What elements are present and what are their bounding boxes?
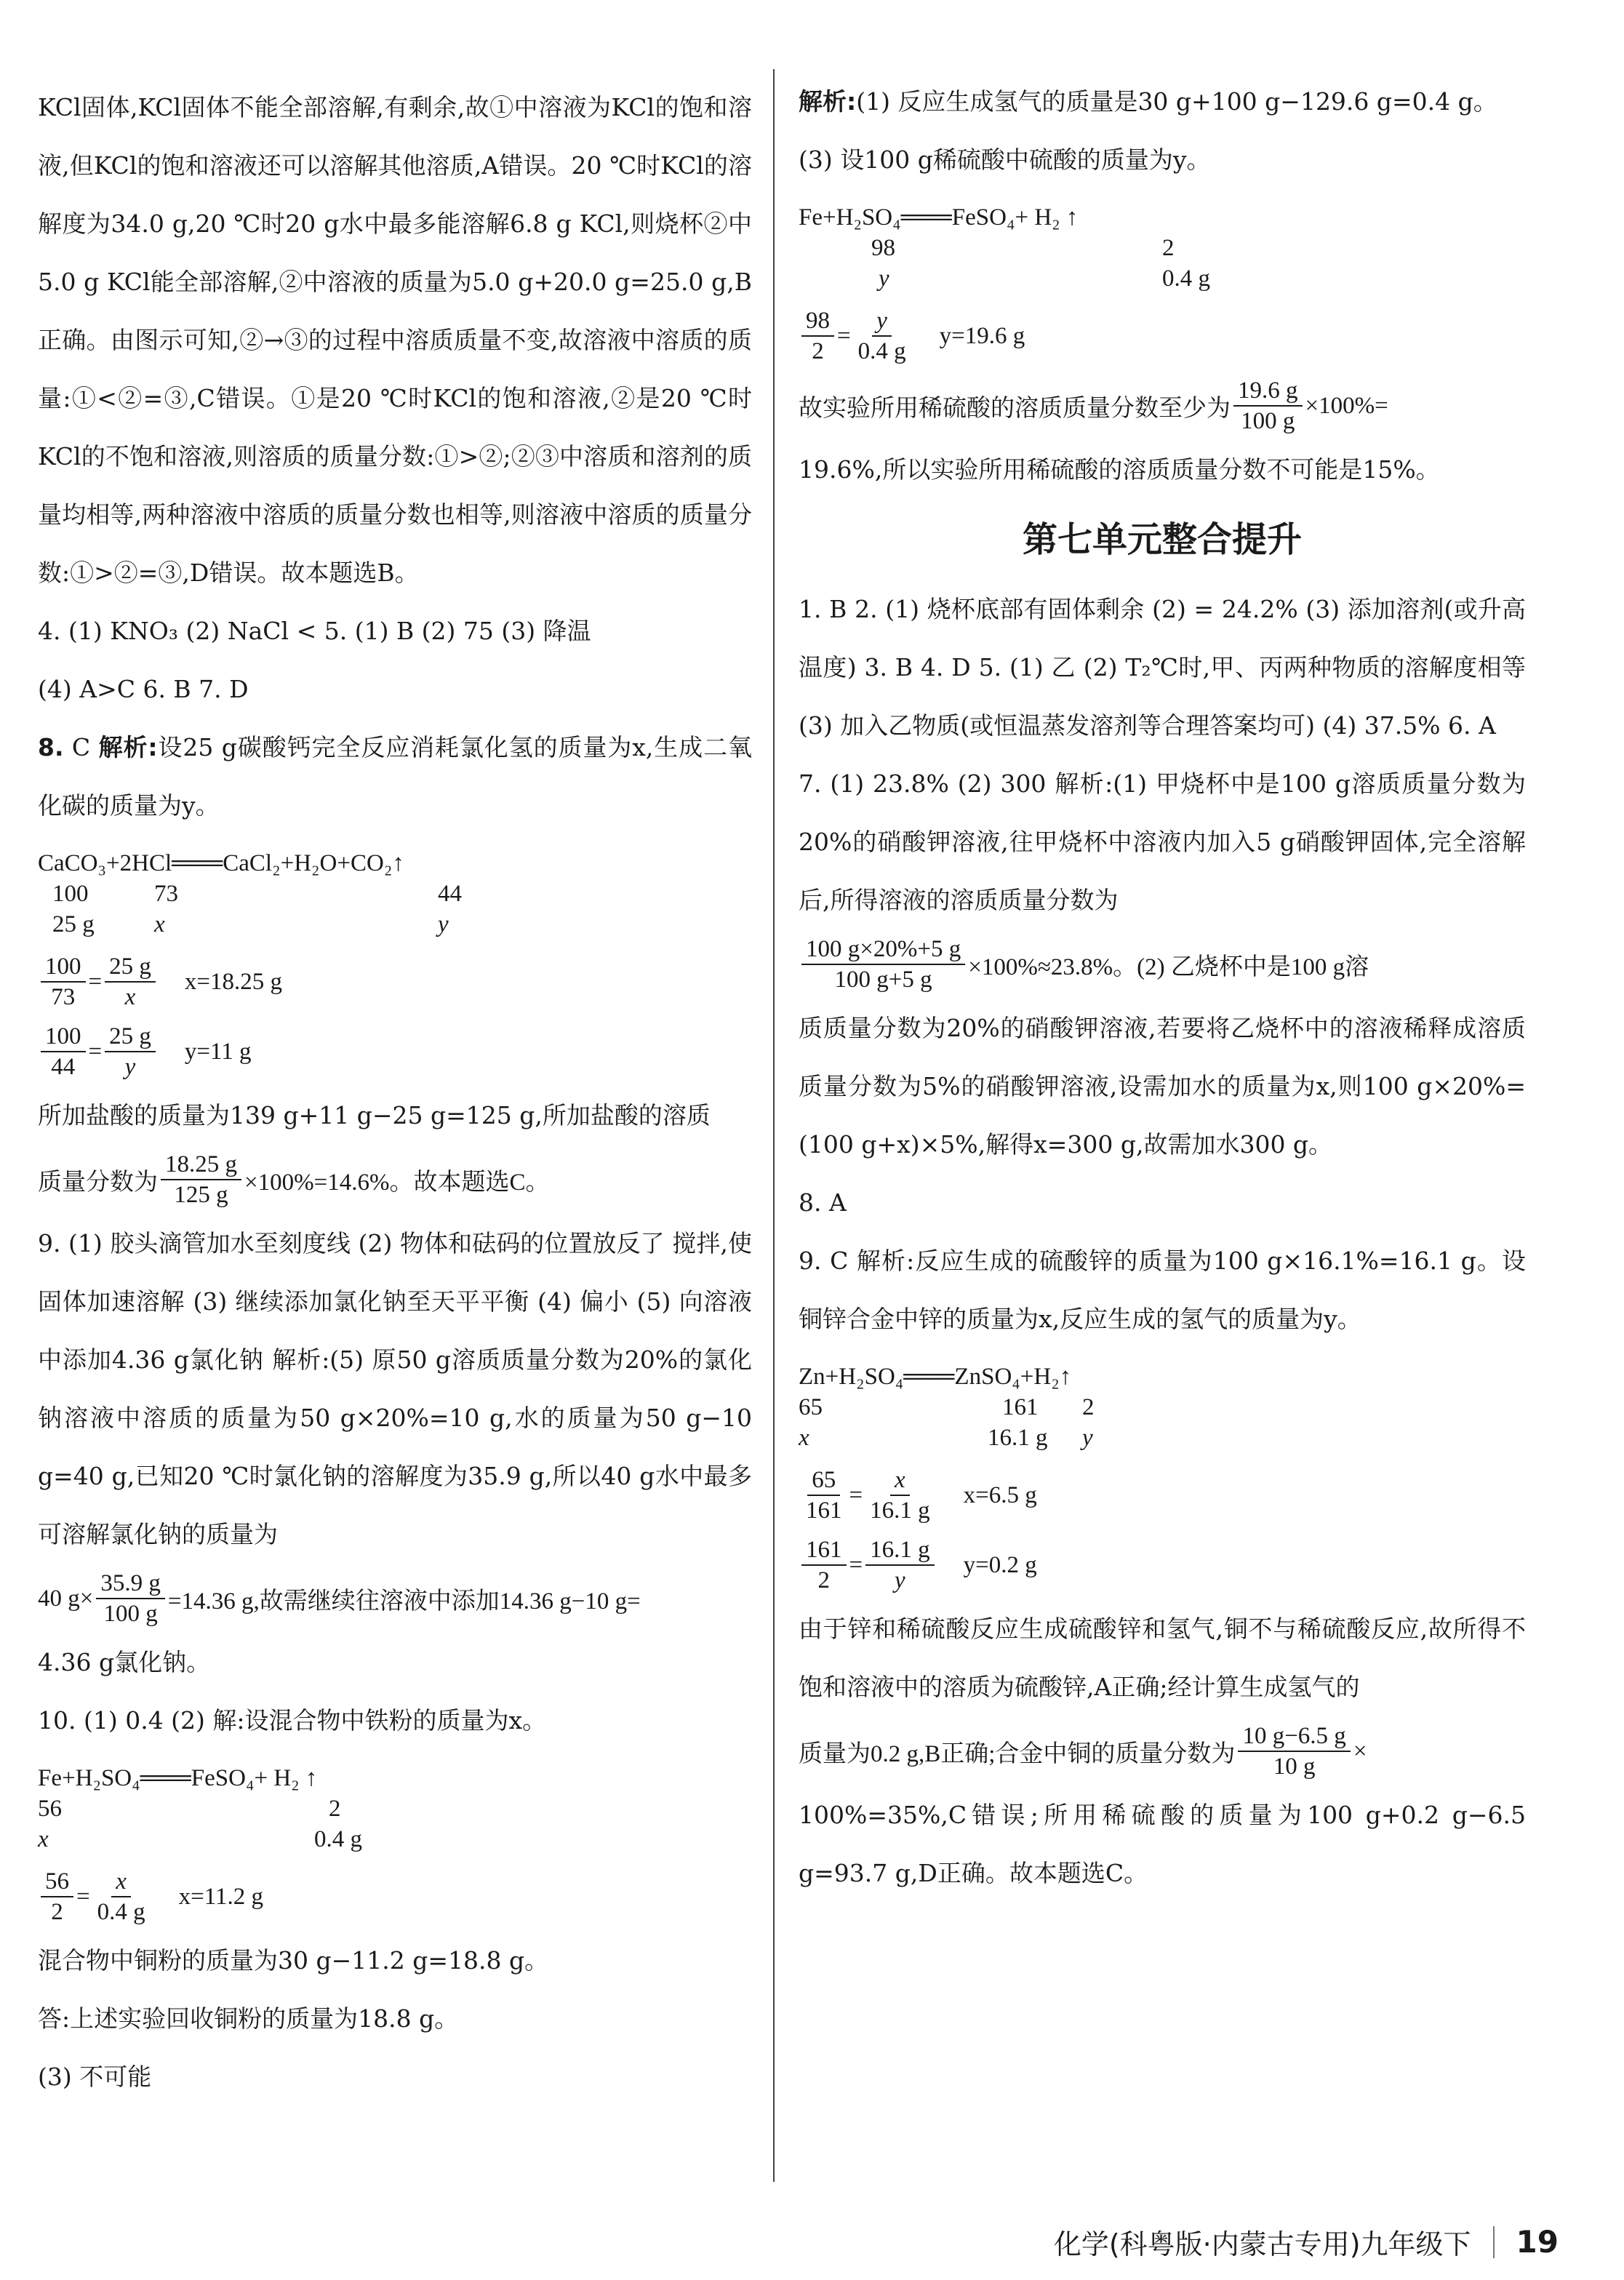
q8-analysis-label: 解析: (98, 733, 158, 761)
q8-result-x: x=18.25 g (184, 968, 282, 995)
q10-coef: 2 (329, 1796, 341, 1822)
fraction-numerator: 19.6 g (1233, 376, 1303, 407)
s9-qty: y (1082, 1425, 1093, 1451)
q8-qty: 25 g (52, 911, 95, 937)
fraction-numerator: x (111, 1867, 131, 1897)
q8-coef: 73 (154, 881, 178, 907)
answer-9: 9. (1) 胶头滴管加水至刻度线 (2) 物体和砝码的位置放反了 搅拌,使固体加速溶解 (3) 继续添加氯化钠至天平平衡 (4) 偏小 (5) 向溶液中添加4.36 g氯化钠 解析:(5) 原50 g溶质质量分数为20%的氯化钠溶液中溶质的质量为50 g×20%=10 g,水的质量为50 g−10 g=40 g,已知20 ℃时氯化钠的溶解度为35.9 g,所以40 g水中最多可溶解氯化钠的质量为 (38, 1229, 752, 1548)
answers-6-7: (4) A>C 6. B 7. D (38, 675, 249, 703)
r-equation-block (799, 202, 1526, 294)
q10-result: x=11.2 g (178, 1883, 264, 1910)
q8-mass-fraction (38, 1145, 752, 1215)
fraction-denominator: 100 g+5 g (834, 967, 932, 993)
unit7-q7-fraction (799, 929, 1526, 999)
fraction-numerator: y (872, 306, 892, 337)
fraction-numerator: 25 g (105, 1022, 156, 1052)
fraction-numerator: 56 (41, 1867, 73, 1897)
answer-8-intro (38, 719, 752, 835)
q8-acid-mass: 所加盐酸的质量为139 g+11 g−25 g=125 g,所加盐酸的溶质 (38, 1101, 711, 1129)
fraction-denominator: 2 (812, 338, 824, 364)
q10-equation-block (38, 1763, 752, 1855)
text: ×100%=14.6%。故本题选C。 (244, 1169, 550, 1196)
fraction-denominator: 100 g (103, 1601, 158, 1627)
subject-label: 化学(科粤版·内蒙古专用)九年级下 (1053, 2228, 1471, 2260)
fraction-denominator: y (124, 1054, 136, 1080)
s9-copper-fraction (799, 1716, 1526, 1786)
q10-copper-mass: 混合物中铜粉的质量为30 g−11.2 g=18.8 g。 (38, 1946, 549, 1975)
fraction-numerator: 100 (41, 1022, 86, 1052)
text: 质量为0.2 g,B正确;合金中铜的质量分数为 (799, 1740, 1236, 1767)
fraction-numerator: 100 g×20%+5 g (801, 935, 965, 965)
q10-proportion: $\frac{56}{2}$ = $\frac{x}{0.4 g}$ x=11.2 g (38, 1862, 752, 1932)
q8-proportion-x: $\frac{100}{73}$ = $\frac{25 g}{x}$ x=18.25 g (38, 947, 752, 1017)
fraction-denominator: 0.4 g (97, 1899, 145, 1925)
fraction-numerator: x (890, 1465, 910, 1496)
s9-equation: Zn+H₂SO₄═══ZnSO₄+H₂↑ (799, 1364, 1072, 1390)
fraction-numerator: 16.1 g (865, 1535, 935, 1566)
footer-separator (1493, 2226, 1495, 2258)
right-column (799, 73, 1526, 1903)
unit7-answer-8: 8. A (799, 1188, 847, 1217)
r-proportion: $\frac{98}{2}$ = $\frac{y}{0.4 g}$ y=19.6 g (799, 301, 1526, 371)
unit7-answer-7-part2: 质质量分数为20%的硝酸钾溶液,若要将乙烧杯中的溶液稀释成溶质质量分数为5%的硝酸钾溶液,设需加水的质量为x,则100 g×20%=(100 g+x)×5%,解得x=300 g,故需加水300 g。 (799, 1014, 1526, 1159)
q8-coef: 44 (438, 881, 462, 907)
s9-equation-block (799, 1361, 1526, 1453)
s9-proportion-y: $\frac{161}{2}$ = $\frac{16.1 g}{y}$ y=0.2 g (799, 1530, 1526, 1600)
text: 40 g× (38, 1585, 94, 1612)
unit7-answers-1-6: 1. B 2. (1) 烧杯底部有固体剩余 (2) = 24.2% (3) 添加溶剂(或升高温度) 3. B 4. D 5. (1) 乙 (2) T₂℃时,甲、丙两种物质的溶解度相等 (3) 加入乙物质(或恒温蒸发溶剂等合理答案均可) (4) 37.5% 6. A (799, 595, 1526, 740)
fraction-numerator: 35.9 g (96, 1569, 165, 1599)
q8-result-y: y=11 g (184, 1038, 252, 1065)
fraction-denominator: 16.1 g (870, 1497, 930, 1524)
answer-10: 10. (1) 0.4 (2) 解:设混合物中铁粉的质量为x。 (38, 1706, 547, 1735)
q8-number: 8. (38, 733, 64, 761)
r-analysis-3: (3) 设100 g稀硫酸中硫酸的质量为y。 (799, 145, 1211, 174)
section-title: 第七单元整合提升 (1022, 519, 1302, 560)
q8-equation-block (38, 848, 752, 940)
s9-coef: 161 (1002, 1394, 1039, 1420)
fraction-denominator: 0.4 g (857, 338, 906, 364)
fraction-numerator: 10 g−6.5 g (1238, 1721, 1350, 1752)
s9-qty: x (799, 1425, 809, 1451)
s9-result-x: x=6.5 g (963, 1481, 1037, 1508)
fraction-denominator: 44 (51, 1054, 76, 1080)
fraction-denominator: 125 g (174, 1182, 228, 1208)
text: =14.36 g,故需继续往溶液中添加14.36 g−10 g= (167, 1588, 641, 1615)
fraction-numerator: 18.25 g (161, 1150, 241, 1180)
q10-equation: Fe+H₂SO₄═══FeSO₄+ H₂ ↑ (38, 1765, 318, 1791)
q9-calculation (38, 1564, 752, 1633)
q10-qty: x (38, 1826, 49, 1852)
q8-qty: x (154, 911, 165, 937)
r-min-fraction (799, 371, 1526, 441)
r-conclusion: 19.6%,所以实验所用稀硫酸的溶质质量分数不可能是15%。 (799, 455, 1440, 484)
answers-4-5: 4. (1) KNO₃ (2) NaCl < 5. (1) B (2) 75 (3) 降温 (38, 617, 591, 645)
s9-explanation: 由于锌和稀硫酸反应生成硫酸锌和氢气,铜不与稀硫酸反应,故所得不饱和溶液中的溶质为硫酸锌,A正确;经计算生成氢气的 (799, 1615, 1526, 1701)
s9-proportion-x: $\frac{65}{161}$ = $\frac{x}{16.1 g}$ x=6.5 g (799, 1460, 1526, 1530)
text: (1) 反应生成氢气的质量是30 g+100 g−129.6 g=0.4 g。 (856, 87, 1497, 116)
fraction-denominator: 100 g (1241, 408, 1295, 434)
s9-coef: 65 (799, 1394, 823, 1420)
q10-part-3: (3) 不可能 (38, 2063, 152, 2091)
q10-qty: 0.4 g (314, 1826, 362, 1852)
unit7-answer-7: 7. (1) 23.8% (2) 300 解析:(1) 甲烧杯中是100 g溶质质量分数为20%的硝酸钾溶液,往甲烧杯中溶液内加入5 g硝酸钾固体,完全溶解后,所得溶液的溶质质量分数为 (799, 769, 1526, 914)
unit7-answer-9: 9. C 解析:反应生成的硫酸锌的质量为100 g×16.1%=16.1 g。设铜锌合金中锌的质量为x,反应生成的氢气的质量为y。 (799, 1247, 1526, 1333)
text: ×100%= (1305, 392, 1388, 419)
q8-equation: CaCO₃+2HCl═══CaCl₂+H₂O+CO₂↑ (38, 850, 404, 876)
column-divider (773, 69, 775, 2182)
q8-coef: 100 (52, 881, 89, 907)
fraction-numerator: 65 (807, 1465, 840, 1496)
q10-answer: 答:上述实验回收铜粉的质量为18.8 g。 (38, 2004, 459, 2033)
fraction-denominator: 2 (51, 1899, 63, 1925)
r-result: y=19.6 g (939, 322, 1025, 349)
r-coef: 2 (1162, 235, 1175, 261)
fraction-denominator: 10 g (1273, 1753, 1316, 1780)
text: 质量分数为 (38, 1169, 158, 1196)
s9-coef: 2 (1082, 1394, 1095, 1420)
r-equation: Fe+H₂SO₄═══FeSO₄+ H₂ ↑ (799, 204, 1079, 231)
r-qty: y (879, 265, 889, 292)
q10-coef: 56 (38, 1796, 62, 1822)
fraction-denominator: 2 (817, 1567, 830, 1593)
text: × (1353, 1737, 1367, 1764)
page-number: 19 (1516, 2224, 1559, 2260)
fraction-numerator: 161 (801, 1535, 847, 1566)
r-analysis-1 (799, 73, 1526, 131)
answer-3-analysis: KCl固体,KCl固体不能全部溶解,有剩余,故①中溶液为KCl的饱和溶液,但KCl的饱和溶液还可以溶解其他溶质,A错误。20 ℃时KCl的溶解度为34.0 g,20 ℃时20 g水中最多能溶解6.8 g KCl,则烧杯②中5.0 g KCl能全部溶解,②中溶液的质量为5.0 g+20.0 g=25.0 g,B正确。由图示可知,②→③的过程中溶质质量不变,故溶液中溶质的质量:①<②=③,C错误。①是20 ℃时KCl的饱和溶液,②是20 ℃时KCl的不饱和溶液,则溶质的质量分数:①>②;②③中溶质和溶剂的质量均相等,两种溶液中溶质的质量分数也相等,则溶液中溶质的质量分数:①>②=③,D错误。故本题选B。 (38, 93, 752, 587)
q8-qty: y (438, 911, 449, 937)
page-footer (1054, 2222, 1559, 2262)
s9-qty: 16.1 g (988, 1425, 1048, 1451)
analysis-label: 解析: (799, 87, 857, 116)
r-coef: 98 (871, 235, 895, 261)
r-qty: 0.4 g (1162, 265, 1210, 292)
s9-result-y: y=0.2 g (963, 1551, 1037, 1578)
s9-conclusion: 100%=35%,C错误;所用稀硫酸的质量为100 g+0.2 g−6.5 g=93.7 g,D正确。故本题选C。 (799, 1801, 1526, 1887)
text: 故实验所用稀硫酸的溶质质量分数至少为 (799, 395, 1231, 422)
q9-conclusion: 4.36 g氯化钠。 (38, 1648, 211, 1676)
fraction-numerator: 98 (801, 306, 834, 337)
left-column (38, 79, 752, 2106)
q8-answer: C (71, 733, 91, 761)
fraction-numerator: 100 (41, 952, 86, 983)
fraction-denominator: x (124, 984, 136, 1010)
fraction-numerator: 25 g (105, 952, 156, 983)
fraction-denominator: y (895, 1567, 905, 1593)
q8-analysis-text: 设25 g碳酸钙完全反应消耗氯化氢的质量为x,生成二氧化碳的质量为y。 (38, 733, 752, 820)
text: ×100%≈23.8%。(2) 乙烧杯中是100 g溶 (968, 953, 1369, 980)
fraction-denominator: 73 (51, 984, 76, 1010)
q8-proportion-y: $\frac{100}{44}$ = $\frac{25 g}{y}$ y=11 g (38, 1017, 752, 1087)
fraction-denominator: 161 (806, 1497, 842, 1524)
